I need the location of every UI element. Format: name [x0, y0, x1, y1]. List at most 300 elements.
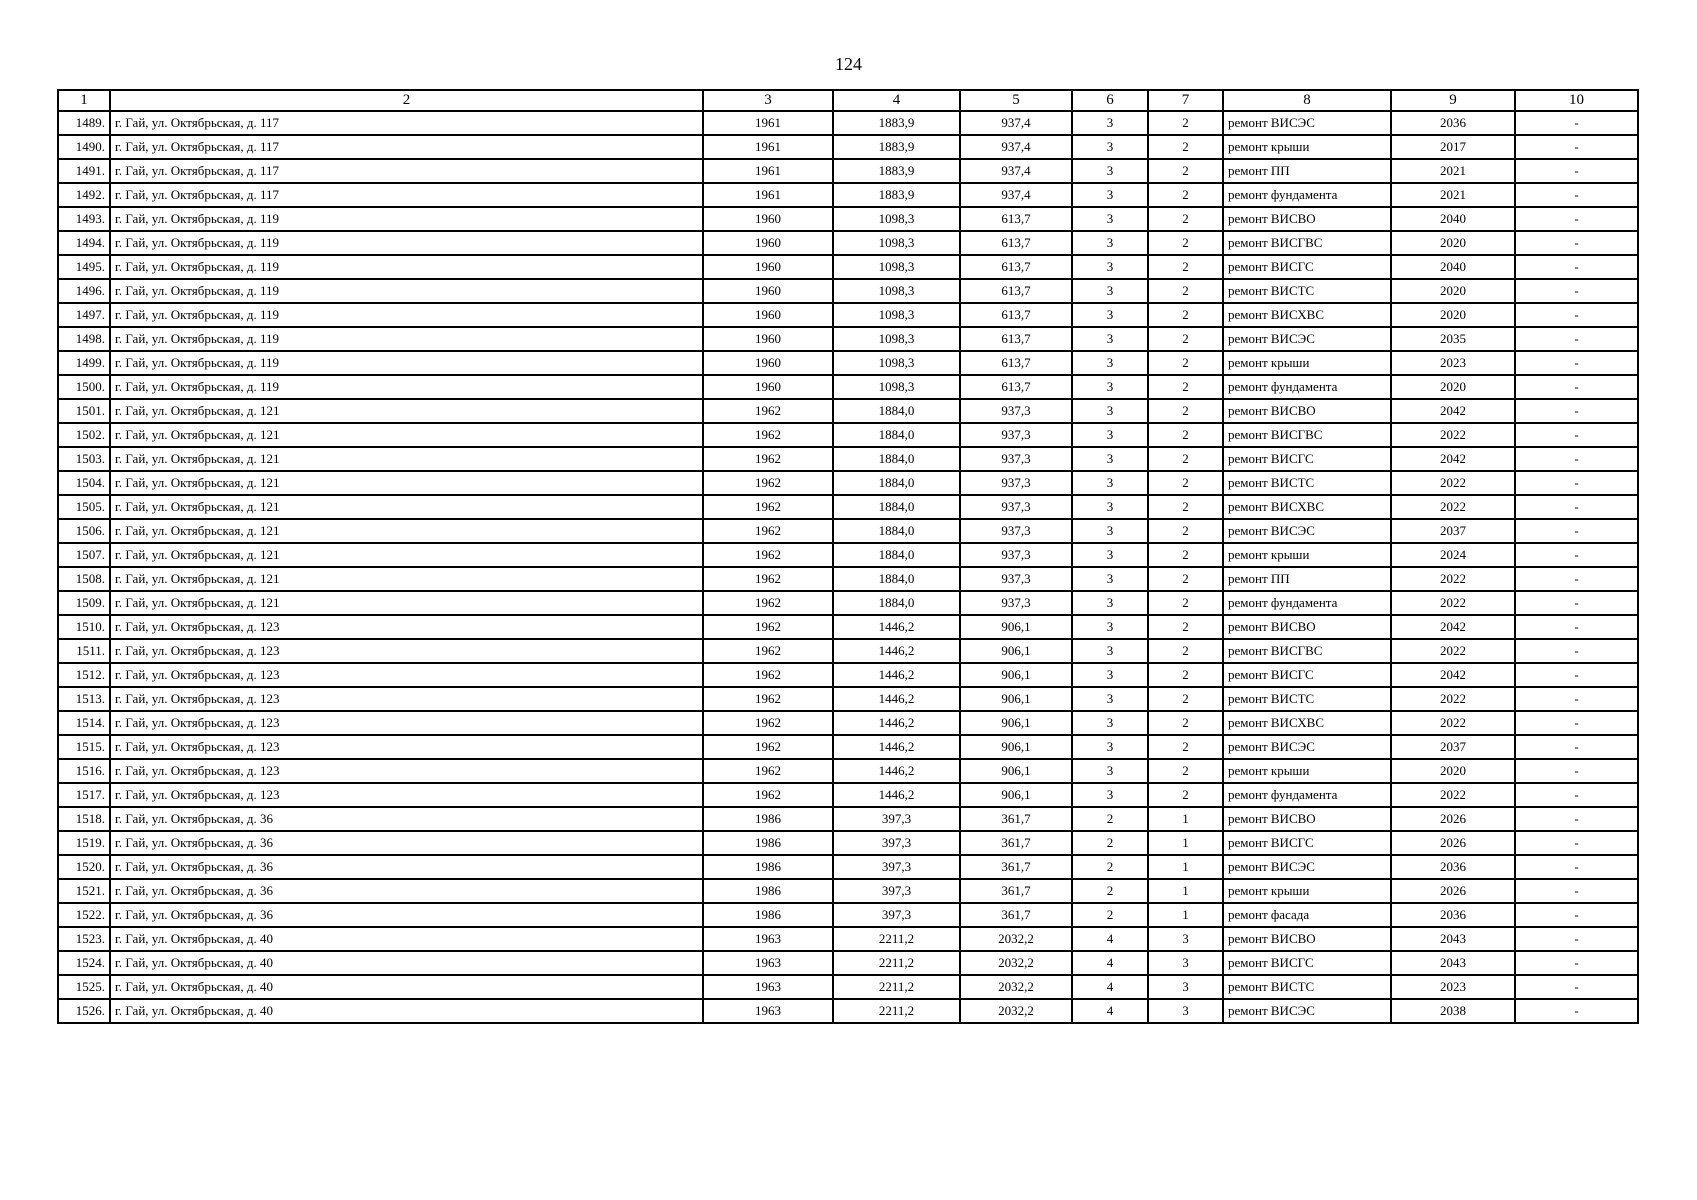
planned-year-cell: 2020 [1391, 231, 1515, 255]
planned-year-cell: 2024 [1391, 543, 1515, 567]
living-area-cell: 906,1 [960, 783, 1072, 807]
living-area-cell: 937,4 [960, 183, 1072, 207]
planned-year-cell: 2042 [1391, 399, 1515, 423]
address-cell: г. Гай, ул. Октябрьская, д. 119 [110, 279, 703, 303]
entrances-cell: 2 [1148, 207, 1223, 231]
planned-year-cell: 2021 [1391, 159, 1515, 183]
total-area-cell: 1884,0 [833, 471, 960, 495]
address-cell: г. Гай, ул. Октябрьская, д. 123 [110, 639, 703, 663]
total-area-cell: 1884,0 [833, 495, 960, 519]
total-area-cell: 1098,3 [833, 231, 960, 255]
repair-schedule-table [57, 89, 1639, 1024]
floors-cell: 3 [1072, 231, 1148, 255]
column-header-1: 1 [58, 90, 110, 111]
total-area-cell: 1884,0 [833, 447, 960, 471]
table-row [58, 495, 1638, 519]
floors-cell: 4 [1072, 951, 1148, 975]
entrances-cell: 2 [1148, 447, 1223, 471]
floors-cell: 3 [1072, 639, 1148, 663]
address-cell: г. Гай, ул. Октябрьская, д. 121 [110, 423, 703, 447]
planned-year-cell: 2038 [1391, 999, 1515, 1023]
row-number-cell: 1503. [58, 447, 110, 471]
table-row [58, 879, 1638, 903]
floors-cell: 3 [1072, 783, 1148, 807]
address-cell: г. Гай, ул. Октябрьская, д. 36 [110, 855, 703, 879]
entrances-cell: 2 [1148, 663, 1223, 687]
row-number-cell: 1523. [58, 927, 110, 951]
note-cell: - [1515, 207, 1638, 231]
note-cell: - [1515, 783, 1638, 807]
table-row [58, 711, 1638, 735]
work-type-cell: ремонт ВИСВО [1223, 399, 1391, 423]
total-area-cell: 1446,2 [833, 639, 960, 663]
floors-cell: 2 [1072, 831, 1148, 855]
note-cell: - [1515, 279, 1638, 303]
note-cell: - [1515, 927, 1638, 951]
row-number-cell: 1501. [58, 399, 110, 423]
address-cell: г. Гай, ул. Октябрьская, д. 119 [110, 207, 703, 231]
floors-cell: 3 [1072, 735, 1148, 759]
note-cell: - [1515, 663, 1638, 687]
row-number-cell: 1491. [58, 159, 110, 183]
living-area-cell: 937,3 [960, 543, 1072, 567]
floors-cell: 3 [1072, 303, 1148, 327]
build-year-cell: 1962 [703, 519, 833, 543]
total-area-cell: 1884,0 [833, 567, 960, 591]
work-type-cell: ремонт ВИСХВС [1223, 303, 1391, 327]
build-year-cell: 1963 [703, 975, 833, 999]
column-header-5: 5 [960, 90, 1072, 111]
entrances-cell: 2 [1148, 351, 1223, 375]
row-number-cell: 1522. [58, 903, 110, 927]
planned-year-cell: 2042 [1391, 447, 1515, 471]
table-row [58, 183, 1638, 207]
address-cell: г. Гай, ул. Октябрьская, д. 117 [110, 183, 703, 207]
table-row [58, 543, 1638, 567]
floors-cell: 4 [1072, 927, 1148, 951]
table-row [58, 375, 1638, 399]
address-cell: г. Гай, ул. Октябрьская, д. 123 [110, 615, 703, 639]
build-year-cell: 1986 [703, 879, 833, 903]
build-year-cell: 1961 [703, 111, 833, 135]
row-number-cell: 1496. [58, 279, 110, 303]
note-cell: - [1515, 471, 1638, 495]
entrances-cell: 3 [1148, 951, 1223, 975]
build-year-cell: 1961 [703, 159, 833, 183]
row-number-cell: 1499. [58, 351, 110, 375]
table-row [58, 135, 1638, 159]
floors-cell: 3 [1072, 615, 1148, 639]
work-type-cell: ремонт ВИСВО [1223, 807, 1391, 831]
living-area-cell: 906,1 [960, 615, 1072, 639]
total-area-cell: 1098,3 [833, 255, 960, 279]
planned-year-cell: 2020 [1391, 303, 1515, 327]
work-type-cell: ремонт ВИСЭС [1223, 519, 1391, 543]
address-cell: г. Гай, ул. Октябрьская, д. 40 [110, 927, 703, 951]
table-row [58, 807, 1638, 831]
row-number-cell: 1500. [58, 375, 110, 399]
planned-year-cell: 2037 [1391, 735, 1515, 759]
living-area-cell: 906,1 [960, 735, 1072, 759]
address-cell: г. Гай, ул. Октябрьская, д. 40 [110, 975, 703, 999]
table-row [58, 447, 1638, 471]
floors-cell: 3 [1072, 111, 1148, 135]
build-year-cell: 1961 [703, 183, 833, 207]
build-year-cell: 1986 [703, 903, 833, 927]
floors-cell: 3 [1072, 423, 1148, 447]
row-number-cell: 1520. [58, 855, 110, 879]
row-number-cell: 1519. [58, 831, 110, 855]
row-number-cell: 1492. [58, 183, 110, 207]
entrances-cell: 2 [1148, 639, 1223, 663]
note-cell: - [1515, 111, 1638, 135]
work-type-cell: ремонт ВИСХВС [1223, 495, 1391, 519]
table-row [58, 663, 1638, 687]
row-number-cell: 1497. [58, 303, 110, 327]
planned-year-cell: 2022 [1391, 423, 1515, 447]
table-row [58, 327, 1638, 351]
planned-year-cell: 2017 [1391, 135, 1515, 159]
total-area-cell: 1884,0 [833, 423, 960, 447]
total-area-cell: 1098,3 [833, 327, 960, 351]
entrances-cell: 2 [1148, 135, 1223, 159]
planned-year-cell: 2036 [1391, 903, 1515, 927]
work-type-cell: ремонт крыши [1223, 759, 1391, 783]
address-cell: г. Гай, ул. Октябрьская, д. 121 [110, 495, 703, 519]
address-cell: г. Гай, ул. Октябрьская, д. 123 [110, 711, 703, 735]
entrances-cell: 1 [1148, 903, 1223, 927]
work-type-cell: ремонт ПП [1223, 567, 1391, 591]
build-year-cell: 1963 [703, 999, 833, 1023]
address-cell: г. Гай, ул. Октябрьская, д. 36 [110, 879, 703, 903]
entrances-cell: 2 [1148, 423, 1223, 447]
table-row [58, 567, 1638, 591]
build-year-cell: 1960 [703, 279, 833, 303]
living-area-cell: 937,3 [960, 471, 1072, 495]
total-area-cell: 1098,3 [833, 375, 960, 399]
floors-cell: 3 [1072, 519, 1148, 543]
work-type-cell: ремонт ВИСГВС [1223, 639, 1391, 663]
column-header-9: 9 [1391, 90, 1515, 111]
build-year-cell: 1962 [703, 687, 833, 711]
entrances-cell: 2 [1148, 375, 1223, 399]
table-row [58, 639, 1638, 663]
note-cell: - [1515, 567, 1638, 591]
planned-year-cell: 2042 [1391, 663, 1515, 687]
entrances-cell: 1 [1148, 879, 1223, 903]
address-cell: г. Гай, ул. Октябрьская, д. 121 [110, 399, 703, 423]
row-number-cell: 1525. [58, 975, 110, 999]
floors-cell: 2 [1072, 903, 1148, 927]
address-cell: г. Гай, ул. Октябрьская, д. 36 [110, 903, 703, 927]
work-type-cell: ремонт ВИСТС [1223, 279, 1391, 303]
page-number: 124 [835, 54, 862, 74]
table-row [58, 423, 1638, 447]
entrances-cell: 2 [1148, 567, 1223, 591]
address-cell: г. Гай, ул. Октябрьская, д. 36 [110, 807, 703, 831]
planned-year-cell: 2022 [1391, 591, 1515, 615]
living-area-cell: 906,1 [960, 759, 1072, 783]
column-header-7: 7 [1148, 90, 1223, 111]
build-year-cell: 1986 [703, 807, 833, 831]
address-cell: г. Гай, ул. Октябрьская, д. 123 [110, 735, 703, 759]
table-row [58, 855, 1638, 879]
address-cell: г. Гай, ул. Октябрьская, д. 121 [110, 519, 703, 543]
total-area-cell: 1883,9 [833, 135, 960, 159]
table-row [58, 279, 1638, 303]
note-cell: - [1515, 255, 1638, 279]
planned-year-cell: 2022 [1391, 687, 1515, 711]
address-cell: г. Гай, ул. Октябрьская, д. 40 [110, 999, 703, 1023]
build-year-cell: 1962 [703, 759, 833, 783]
address-cell: г. Гай, ул. Октябрьская, д. 119 [110, 303, 703, 327]
build-year-cell: 1986 [703, 855, 833, 879]
entrances-cell: 2 [1148, 495, 1223, 519]
total-area-cell: 397,3 [833, 855, 960, 879]
build-year-cell: 1962 [703, 615, 833, 639]
table-row [58, 111, 1638, 135]
row-number-cell: 1507. [58, 543, 110, 567]
living-area-cell: 361,7 [960, 807, 1072, 831]
build-year-cell: 1963 [703, 951, 833, 975]
floors-cell: 3 [1072, 663, 1148, 687]
address-cell: г. Гай, ул. Октябрьская, д. 123 [110, 759, 703, 783]
column-header-10: 10 [1515, 90, 1638, 111]
work-type-cell: ремонт ВИСГВС [1223, 231, 1391, 255]
build-year-cell: 1962 [703, 663, 833, 687]
work-type-cell: ремонт ВИСЭС [1223, 327, 1391, 351]
table-row [58, 231, 1638, 255]
address-cell: г. Гай, ул. Октябрьская, д. 36 [110, 831, 703, 855]
floors-cell: 3 [1072, 207, 1148, 231]
floors-cell: 2 [1072, 855, 1148, 879]
entrances-cell: 2 [1148, 279, 1223, 303]
work-type-cell: ремонт крыши [1223, 135, 1391, 159]
work-type-cell: ремонт ВИСГС [1223, 951, 1391, 975]
total-area-cell: 1446,2 [833, 615, 960, 639]
row-number-cell: 1495. [58, 255, 110, 279]
entrances-cell: 2 [1148, 735, 1223, 759]
note-cell: - [1515, 399, 1638, 423]
address-cell: г. Гай, ул. Октябрьская, д. 119 [110, 231, 703, 255]
build-year-cell: 1961 [703, 135, 833, 159]
work-type-cell: ремонт ВИСЭС [1223, 999, 1391, 1023]
entrances-cell: 2 [1148, 471, 1223, 495]
living-area-cell: 937,4 [960, 135, 1072, 159]
planned-year-cell: 2026 [1391, 879, 1515, 903]
header-row [58, 90, 1638, 111]
entrances-cell: 2 [1148, 783, 1223, 807]
entrances-cell: 2 [1148, 591, 1223, 615]
living-area-cell: 937,3 [960, 447, 1072, 471]
work-type-cell: ремонт ВИСТС [1223, 975, 1391, 999]
living-area-cell: 613,7 [960, 207, 1072, 231]
entrances-cell: 2 [1148, 159, 1223, 183]
work-type-cell: ремонт фундамента [1223, 183, 1391, 207]
living-area-cell: 361,7 [960, 903, 1072, 927]
planned-year-cell: 2020 [1391, 375, 1515, 399]
column-header-4: 4 [833, 90, 960, 111]
entrances-cell: 2 [1148, 615, 1223, 639]
build-year-cell: 1962 [703, 471, 833, 495]
total-area-cell: 397,3 [833, 807, 960, 831]
living-area-cell: 361,7 [960, 855, 1072, 879]
planned-year-cell: 2036 [1391, 855, 1515, 879]
entrances-cell: 2 [1148, 111, 1223, 135]
build-year-cell: 1962 [703, 399, 833, 423]
floors-cell: 3 [1072, 183, 1148, 207]
planned-year-cell: 2043 [1391, 951, 1515, 975]
row-number-cell: 1518. [58, 807, 110, 831]
build-year-cell: 1960 [703, 231, 833, 255]
work-type-cell: ремонт ВИСГС [1223, 447, 1391, 471]
planned-year-cell: 2026 [1391, 807, 1515, 831]
work-type-cell: ремонт крыши [1223, 351, 1391, 375]
table-row [58, 975, 1638, 999]
work-type-cell: ремонт ПП [1223, 159, 1391, 183]
note-cell: - [1515, 375, 1638, 399]
entrances-cell: 2 [1148, 519, 1223, 543]
planned-year-cell: 2036 [1391, 111, 1515, 135]
entrances-cell: 2 [1148, 303, 1223, 327]
living-area-cell: 937,3 [960, 567, 1072, 591]
living-area-cell: 937,3 [960, 495, 1072, 519]
work-type-cell: ремонт ВИСГС [1223, 831, 1391, 855]
build-year-cell: 1960 [703, 207, 833, 231]
note-cell: - [1515, 831, 1638, 855]
note-cell: - [1515, 687, 1638, 711]
table-row [58, 471, 1638, 495]
total-area-cell: 2211,2 [833, 951, 960, 975]
floors-cell: 2 [1072, 879, 1148, 903]
row-number-cell: 1504. [58, 471, 110, 495]
floors-cell: 4 [1072, 975, 1148, 999]
table-row [58, 159, 1638, 183]
total-area-cell: 1884,0 [833, 399, 960, 423]
row-number-cell: 1515. [58, 735, 110, 759]
work-type-cell: ремонт крыши [1223, 543, 1391, 567]
living-area-cell: 613,7 [960, 351, 1072, 375]
planned-year-cell: 2026 [1391, 831, 1515, 855]
total-area-cell: 1098,3 [833, 207, 960, 231]
floors-cell: 3 [1072, 159, 1148, 183]
build-year-cell: 1960 [703, 327, 833, 351]
note-cell: - [1515, 639, 1638, 663]
note-cell: - [1515, 159, 1638, 183]
floors-cell: 3 [1072, 759, 1148, 783]
work-type-cell: ремонт фундамента [1223, 375, 1391, 399]
build-year-cell: 1962 [703, 591, 833, 615]
entrances-cell: 2 [1148, 327, 1223, 351]
total-area-cell: 1883,9 [833, 159, 960, 183]
address-cell: г. Гай, ул. Октябрьская, д. 121 [110, 591, 703, 615]
entrances-cell: 2 [1148, 711, 1223, 735]
planned-year-cell: 2042 [1391, 615, 1515, 639]
row-number-cell: 1506. [58, 519, 110, 543]
column-header-3: 3 [703, 90, 833, 111]
build-year-cell: 1962 [703, 783, 833, 807]
entrances-cell: 1 [1148, 807, 1223, 831]
table-row [58, 615, 1638, 639]
build-year-cell: 1963 [703, 927, 833, 951]
note-cell: - [1515, 759, 1638, 783]
column-header-6: 6 [1072, 90, 1148, 111]
column-header-8: 8 [1223, 90, 1391, 111]
work-type-cell: ремонт фасада [1223, 903, 1391, 927]
total-area-cell: 1098,3 [833, 303, 960, 327]
living-area-cell: 361,7 [960, 879, 1072, 903]
living-area-cell: 613,7 [960, 327, 1072, 351]
note-cell: - [1515, 711, 1638, 735]
work-type-cell: ремонт ВИСТС [1223, 471, 1391, 495]
table-row [58, 303, 1638, 327]
planned-year-cell: 2022 [1391, 471, 1515, 495]
living-area-cell: 613,7 [960, 375, 1072, 399]
note-cell: - [1515, 135, 1638, 159]
row-number-cell: 1521. [58, 879, 110, 903]
address-cell: г. Гай, ул. Октябрьская, д. 119 [110, 375, 703, 399]
work-type-cell: ремонт фундамента [1223, 783, 1391, 807]
row-number-cell: 1498. [58, 327, 110, 351]
table-row [58, 351, 1638, 375]
floors-cell: 3 [1072, 495, 1148, 519]
note-cell: - [1515, 975, 1638, 999]
planned-year-cell: 2037 [1391, 519, 1515, 543]
row-number-cell: 1516. [58, 759, 110, 783]
planned-year-cell: 2022 [1391, 783, 1515, 807]
living-area-cell: 906,1 [960, 687, 1072, 711]
address-cell: г. Гай, ул. Октябрьская, д. 121 [110, 543, 703, 567]
floors-cell: 4 [1072, 999, 1148, 1023]
table-row [58, 207, 1638, 231]
entrances-cell: 3 [1148, 999, 1223, 1023]
total-area-cell: 2211,2 [833, 999, 960, 1023]
build-year-cell: 1960 [703, 375, 833, 399]
living-area-cell: 906,1 [960, 663, 1072, 687]
entrances-cell: 2 [1148, 399, 1223, 423]
living-area-cell: 906,1 [960, 639, 1072, 663]
total-area-cell: 1098,3 [833, 351, 960, 375]
row-number-cell: 1526. [58, 999, 110, 1023]
total-area-cell: 1446,2 [833, 759, 960, 783]
note-cell: - [1515, 327, 1638, 351]
total-area-cell: 1884,0 [833, 543, 960, 567]
address-cell: г. Гай, ул. Октябрьская, д. 117 [110, 159, 703, 183]
living-area-cell: 937,3 [960, 423, 1072, 447]
address-cell: г. Гай, ул. Октябрьская, д. 119 [110, 327, 703, 351]
note-cell: - [1515, 951, 1638, 975]
work-type-cell: ремонт ВИСВО [1223, 927, 1391, 951]
address-cell: г. Гай, ул. Октябрьская, д. 117 [110, 111, 703, 135]
work-type-cell: ремонт ВИСГС [1223, 255, 1391, 279]
row-number-cell: 1514. [58, 711, 110, 735]
table-row [58, 399, 1638, 423]
living-area-cell: 613,7 [960, 255, 1072, 279]
floors-cell: 3 [1072, 471, 1148, 495]
note-cell: - [1515, 495, 1638, 519]
row-number-cell: 1508. [58, 567, 110, 591]
note-cell: - [1515, 591, 1638, 615]
planned-year-cell: 2040 [1391, 207, 1515, 231]
entrances-cell: 2 [1148, 183, 1223, 207]
floors-cell: 3 [1072, 567, 1148, 591]
row-number-cell: 1510. [58, 615, 110, 639]
total-area-cell: 397,3 [833, 831, 960, 855]
address-cell: г. Гай, ул. Октябрьская, д. 119 [110, 255, 703, 279]
floors-cell: 3 [1072, 543, 1148, 567]
note-cell: - [1515, 231, 1638, 255]
table-row [58, 735, 1638, 759]
